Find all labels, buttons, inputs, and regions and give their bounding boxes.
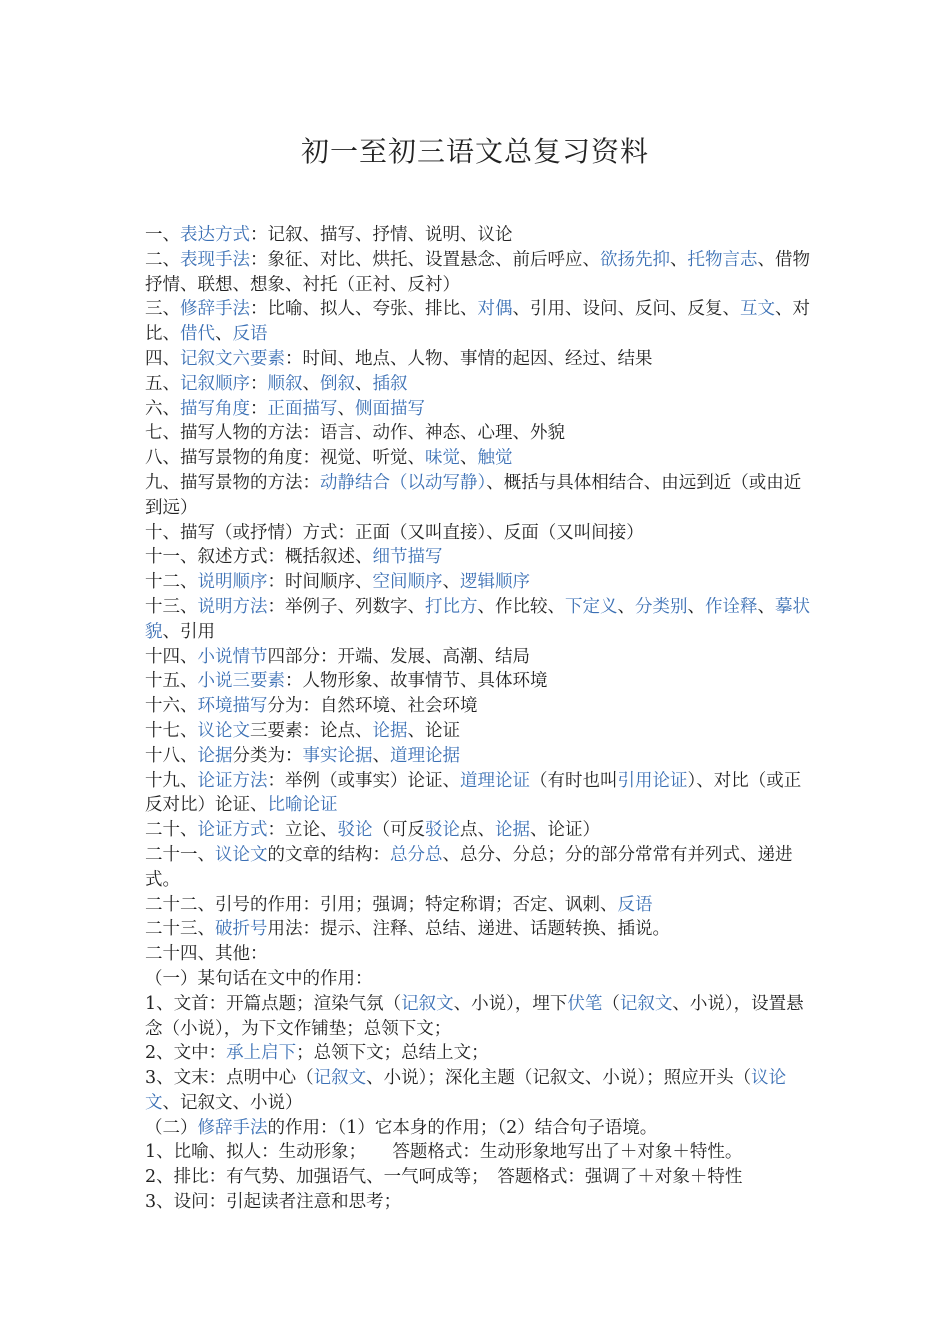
text-segment: 三、 (145, 299, 180, 320)
text-line (145, 297, 810, 347)
text-line (145, 719, 810, 744)
highlighted-term: 记叙文 (401, 993, 454, 1014)
text-line (145, 397, 810, 422)
text-segment: ： (250, 398, 268, 419)
text-segment: 、 (617, 596, 635, 617)
text-line (145, 1041, 810, 1066)
highlighted-term: 动静结合（以动写静） (320, 472, 487, 493)
highlighted-term: 议论文 (215, 844, 268, 865)
highlighted-term: 比喻论证 (267, 795, 338, 816)
highlighted-term: 对偶 (477, 299, 513, 320)
text-segment: 、作比较、 (477, 596, 565, 617)
text-line (145, 570, 810, 595)
text-segment: 分类为： (232, 745, 303, 766)
text-segment: ；总领下文；总结上文； (296, 1043, 489, 1064)
highlighted-term: 引用论证 (617, 770, 688, 791)
highlighted-term: 打比方 (425, 596, 478, 617)
text-line (145, 1140, 810, 1165)
text-segment: 九、描写景物的方法： (145, 472, 320, 493)
text-line (145, 223, 810, 248)
text-line (145, 421, 810, 446)
text-segment: 、对比、 (145, 299, 810, 345)
text-segment: 、小说），设置悬念（小说），为下文作铺垫；总领下文； (145, 993, 804, 1039)
highlighted-term: 说明顺序 (197, 572, 268, 593)
highlighted-term: 修辞手法 (197, 1117, 268, 1138)
highlighted-term: 总分总 (390, 844, 443, 865)
text-segment: 三要素：论点、 (250, 720, 373, 741)
text-segment: 二十三、 (145, 919, 215, 940)
text-line (145, 248, 810, 298)
text-segment: 、 (670, 249, 688, 270)
text-line (145, 372, 810, 397)
highlighted-term: 小说情节 (197, 646, 268, 667)
highlighted-term: 空间顺序 (372, 572, 443, 593)
highlighted-term: 分类别 (635, 596, 688, 617)
highlighted-term: 驳论 (337, 820, 373, 841)
highlighted-term: 小说三要素 (197, 671, 285, 692)
text-segment: 、 (687, 596, 705, 617)
highlighted-term: 侧面描写 (355, 398, 425, 419)
text-segment: （一）某句话在文中的作用： (145, 968, 373, 989)
highlighted-term: 驳论 (425, 820, 460, 841)
text-line (145, 645, 810, 670)
text-line (145, 1116, 810, 1141)
highlighted-term: 倒叙 (320, 373, 355, 394)
text-segment: 2、排比：有气势、加强语气、一气呵成等； 答题格式：强调了＋对象＋特性 (145, 1167, 743, 1188)
text-segment: 四、 (145, 348, 180, 369)
text-segment: 、 (302, 373, 320, 394)
text-segment: 十九、 (145, 770, 198, 791)
highlighted-term: 记叙顺序 (180, 373, 250, 394)
text-line (145, 669, 810, 694)
text-line (145, 992, 810, 1042)
text-segment: 、 (215, 324, 233, 345)
highlighted-term: 摹状貌 (145, 596, 810, 642)
text-segment: ）、对比（或正反对比）论证、 (145, 770, 802, 816)
text-line (145, 769, 810, 819)
text-segment: ：记叙、描写、抒情、说明、议论 (250, 225, 513, 245)
text-segment: ：象征、对比、烘托、设置悬念、前后呼应、 (250, 249, 600, 270)
highlighted-term: 道理论证 (460, 770, 530, 791)
text-segment: 、 (460, 448, 478, 469)
text-line (145, 545, 810, 570)
highlighted-term: 议论文 (197, 720, 250, 741)
text-segment: （二） (145, 1117, 198, 1138)
text-segment: 用法：提示、注释、总结、递进、话题转换、插说。 (267, 919, 670, 940)
text-segment: ：举例子、列数字、 (267, 596, 425, 617)
text-line (145, 1165, 810, 1190)
text-segment: 二十四、其他： (145, 944, 268, 965)
highlighted-term: 论据 (372, 720, 408, 741)
text-segment: 十七、 (145, 720, 198, 741)
text-segment: 、论证 (407, 720, 460, 741)
text-segment: 1、文首：开篇点题；渲染气氛（ (145, 993, 402, 1014)
text-segment: 、小说），埋下 (453, 993, 568, 1014)
text-segment: ：人物形象、故事情节、具体环境 (285, 671, 548, 692)
highlighted-term: 反语 (617, 894, 653, 915)
highlighted-term: 议论文 (145, 1068, 787, 1113)
text-segment: 点、 (460, 820, 495, 841)
highlighted-term: 描写角度 (180, 398, 250, 419)
text-segment: 1、比喻、拟人：生动形象； 答题格式：生动形象地写出了＋对象＋特性。 (145, 1142, 743, 1163)
text-segment: 、概括与具体相结合、由远到近（或由近到远） (145, 472, 802, 518)
highlighted-term: 论据 (197, 745, 233, 766)
text-segment: 、记叙文、小说） (162, 1092, 303, 1113)
text-segment: 、总分、分总；分的部分常常有并列式、递进式。 (145, 844, 793, 890)
highlighted-term: 互文 (740, 299, 775, 320)
document-title: 初一至初三语文总复习资料 (300, 135, 649, 168)
text-segment: ： (250, 373, 268, 394)
text-line (145, 893, 810, 918)
highlighted-term: 破折号 (215, 919, 268, 940)
highlighted-term: 事实论据 (302, 745, 373, 766)
text-segment: 2、文中： (145, 1043, 227, 1064)
highlighted-term: 论据 (495, 820, 530, 841)
text-segment: ：比喻、拟人、夸张、排比、 (250, 299, 478, 320)
text-segment: 二十二、引号的作用：引用；强调；特定称谓；否定、讽刺、 (145, 894, 618, 915)
text-segment: 的文章的结构： (267, 844, 390, 865)
text-segment: 、引用 (162, 621, 215, 642)
highlighted-term: 味觉 (425, 448, 460, 469)
text-segment: 、 (372, 745, 390, 766)
text-segment: ：时间、地点、人物、事情的起因、经过、结果 (285, 348, 653, 369)
highlighted-term: 逻辑顺序 (460, 572, 530, 593)
text-segment: 3、设问：引起读者注意和思考； (145, 1192, 402, 1213)
text-segment: 的作用：（1）它本身的作用；（2）结合句子语境。 (267, 1117, 658, 1138)
text-line (145, 843, 810, 893)
text-segment: 十、描写（或抒情）方式：正面（又叫直接）、反面（又叫间接） (145, 522, 644, 543)
highlighted-term: 细节描写 (372, 547, 443, 568)
highlighted-term: 修辞手法 (180, 299, 250, 320)
text-segment: 、借物抒情、联想、想象、衬托（正衬、反衬） (145, 249, 810, 295)
highlighted-term: 插叙 (372, 373, 408, 394)
text-segment: （ (602, 993, 620, 1014)
text-line (145, 347, 810, 372)
text-line (145, 917, 810, 942)
highlighted-term: 记叙文六要素 (180, 348, 285, 369)
highlighted-term: 论证方式 (197, 820, 268, 841)
highlighted-term: 环境描写 (197, 696, 268, 717)
text-line (145, 1190, 810, 1215)
text-line (145, 471, 810, 521)
text-segment: 七、描写人物的方法：语言、动作、神态、心理、外貌 (145, 423, 565, 444)
text-segment: 、 (355, 373, 373, 394)
highlighted-term: 表现手法 (180, 249, 250, 270)
text-segment: 分为：自然环境、社会环境 (267, 696, 478, 717)
text-segment: 二、 (145, 249, 180, 270)
highlighted-term: 说明方法 (197, 596, 268, 617)
document-body (145, 223, 810, 1215)
highlighted-term: 反语 (232, 324, 268, 345)
text-line (145, 446, 810, 471)
highlighted-term: 欲扬先抑 (600, 249, 670, 270)
text-segment: 二十一、 (145, 844, 215, 865)
text-segment: 十六、 (145, 696, 198, 717)
text-line (145, 942, 810, 967)
highlighted-term: 伏笔 (567, 993, 603, 1014)
highlighted-term: 论证方法 (197, 770, 268, 791)
text-segment: 四部分：开端、发展、高潮、结局 (267, 646, 530, 667)
text-line (145, 694, 810, 719)
text-segment: 、 (757, 596, 775, 617)
highlighted-term: 托物言志 (687, 249, 758, 270)
text-segment: 十三、 (145, 596, 198, 617)
highlighted-term: 记叙文 (313, 1068, 367, 1089)
text-segment: 一、 (145, 225, 180, 245)
text-segment: （有时也叫 (530, 770, 618, 791)
highlighted-term: 正面描写 (267, 398, 338, 419)
text-segment: （可反 (372, 820, 425, 841)
text-segment: 3、文末：点明中心（ (145, 1068, 314, 1089)
text-segment: 十二、 (145, 572, 198, 593)
text-segment: 十四、 (145, 646, 198, 667)
highlighted-term: 顺叙 (267, 373, 303, 394)
text-segment: 、小说）；深化主题（记叙文、小说）；照应开头（ (366, 1068, 752, 1089)
text-segment: 十八、 (145, 745, 198, 766)
text-line (145, 818, 810, 843)
text-segment: 、论证） (530, 820, 600, 841)
text-line (145, 521, 810, 546)
text-segment: ：立论、 (267, 820, 338, 841)
highlighted-term: 触觉 (477, 448, 513, 469)
highlighted-term: 道理论据 (390, 745, 460, 766)
text-line (145, 595, 810, 645)
text-segment: 八、描写景物的角度：视觉、听觉、 (145, 448, 425, 469)
highlighted-term: 承上启下 (226, 1043, 297, 1064)
text-segment: 、 (442, 572, 460, 593)
text-line (145, 1066, 810, 1116)
highlighted-term: 下定义 (565, 596, 618, 617)
text-segment: 十五、 (145, 671, 198, 692)
text-segment: ：举例（或事实）论证、 (267, 770, 460, 791)
text-segment: 、 (337, 398, 355, 419)
text-segment: 十一、叙述方式：概括叙述、 (145, 547, 373, 568)
text-segment: ：时间顺序、 (267, 572, 373, 593)
text-segment: 六、 (145, 398, 180, 419)
highlighted-term: 借代 (180, 324, 215, 345)
text-line (145, 744, 810, 769)
text-segment: 二十、 (145, 820, 198, 841)
text-segment: 五、 (145, 373, 180, 394)
highlighted-term: 记叙文 (619, 993, 673, 1014)
text-segment: 、引用、设问、反问、反复、 (512, 299, 740, 320)
highlighted-term: 作诠释 (705, 596, 758, 617)
highlighted-term: 表达方式 (180, 225, 250, 245)
text-line (145, 967, 810, 992)
